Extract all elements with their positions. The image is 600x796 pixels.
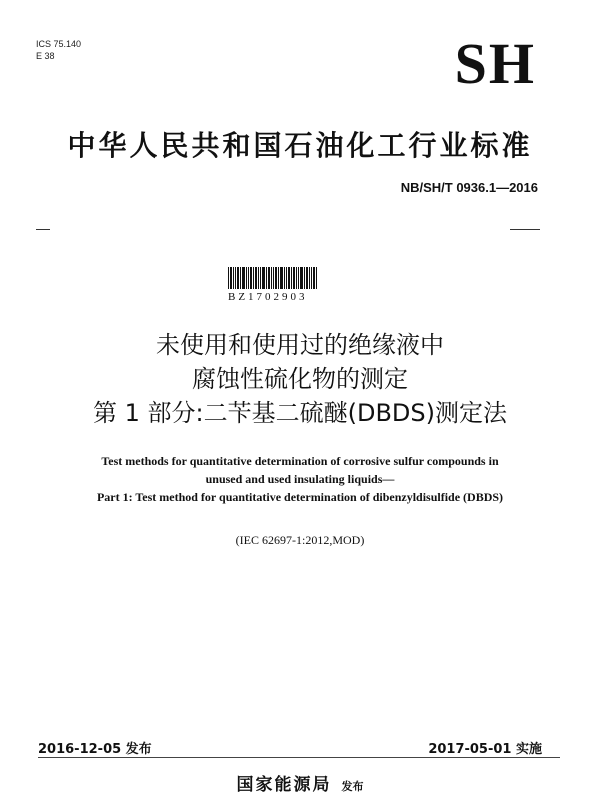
issuer-organization: 国家能源局 bbox=[236, 775, 332, 795]
barcode-icon bbox=[228, 267, 332, 289]
issuer bbox=[0, 770, 600, 795]
ccs-code: E 38 bbox=[36, 51, 55, 61]
footer-rule bbox=[38, 757, 560, 758]
industry-standard-title: 中华人民共和国石油化工行业标准 bbox=[67, 129, 533, 162]
title-cn-line-3: 第 1 部分:二苄基二硫醚(DBDS)测定法 bbox=[93, 399, 507, 427]
standard-number: NB/SH/T 0936.1—2016 bbox=[400, 180, 538, 195]
adoption-reference: (IEC 62697-1:2012,MOD) bbox=[235, 533, 365, 547]
sh-logo: SH bbox=[454, 31, 536, 96]
implement-date: 2017-05-01 实施 bbox=[428, 742, 542, 757]
ics-code: ICS 75.140 bbox=[36, 39, 82, 49]
title-cn-line-2: 腐蚀性硫化物的测定 bbox=[192, 365, 408, 393]
title-cn-line-1: 未使用和使用过的绝缘液中 bbox=[156, 331, 444, 359]
title-en-line-3: Part 1: Test method for quantitative determination of dibenzyldisulfide (DBDS) bbox=[96, 490, 504, 504]
barcode-number: BZ1702903 bbox=[228, 291, 308, 303]
publish-date: 2016-12-05 发布 bbox=[38, 742, 152, 757]
classification-codes bbox=[36, 38, 81, 62]
title-en-line-2: unused and used insulating liquids— bbox=[205, 472, 395, 486]
header-rule-right bbox=[510, 229, 540, 230]
title-en-line-1: Test methods for quantitative determination of corrosive sulfur compounds in bbox=[101, 454, 499, 468]
header-rule-left bbox=[36, 229, 50, 230]
issuer-action: 发布 bbox=[341, 780, 364, 793]
